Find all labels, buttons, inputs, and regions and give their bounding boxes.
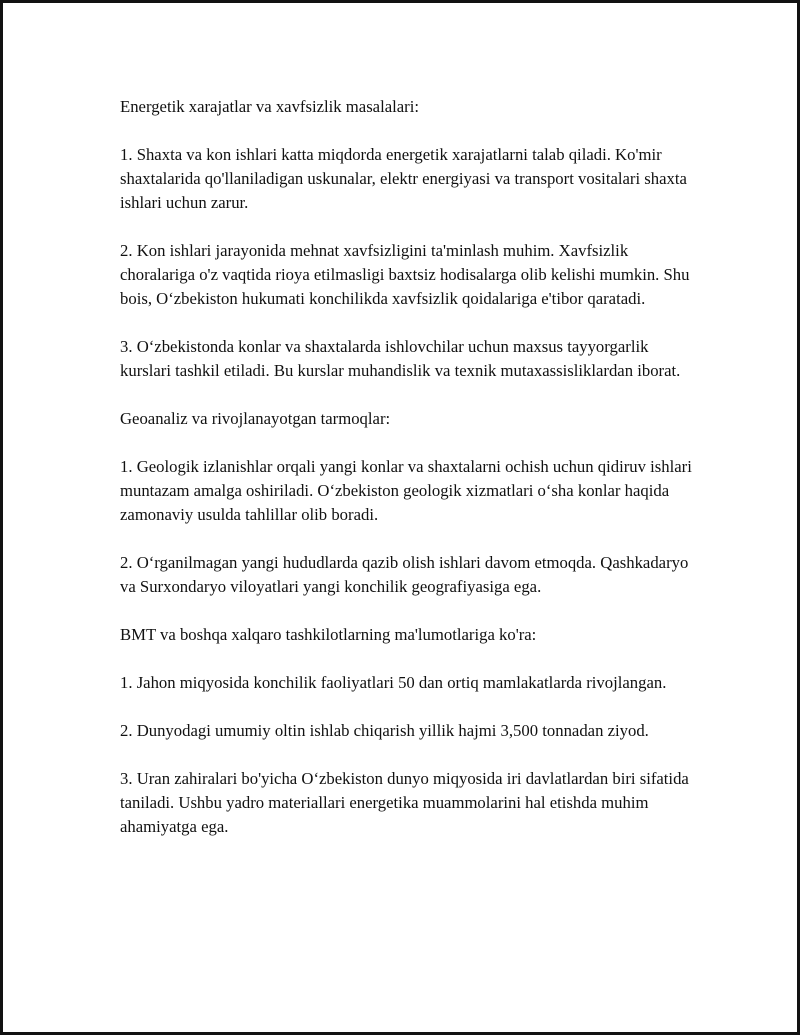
paragraph-geological-exploration: 1. Geologik izlanishlar orqali yangi konlar va shaxtalarni ochish uchun qidiruv ishlari muntazam amalga oshiriladi. O‘zbekiston geologik xizmatlari o‘sha konlar haqida zamonaviy usulda tahlillar olib boradi. (120, 457, 692, 524)
paragraph-uranium-reserves: 3. Uran zahiralari bo'yicha O‘zbekiston dunyo miqyosida iri davlatlardan biri sifatida taniladi. Ushbu yadro materiallari energetika muammolarini hal etishda muhim ahamiyatga ega. (120, 769, 689, 836)
paragraph-gold-production: 2. Dunyodagi umumiy oltin ishlab chiqarish yillik hajmi 3,500 tonnadan ziyod. (120, 721, 649, 740)
section-heading-geoanalysis: Geoanaliz va rivojlanayotgan tarmoqlar: (120, 409, 391, 428)
paragraph-global-mining: 1. Jahon miqyosida konchilik faoliyatlari 50 dan ortiq mamlakatlarda rivojlangan. (120, 673, 667, 692)
paragraph-new-regions: 2. O‘rganilmagan yangi hududlarda qazib olish ishlari davom etmoqda. Qashkadaryo va Surxondaryo viloyatlari yangi konchilik geografiyasiga ega. (120, 553, 689, 596)
section-heading-international-data: BMT va boshqa xalqaro tashkilotlarning ma'lumotlariga ko'ra: (120, 625, 537, 644)
paragraph-work-safety: 2. Kon ishlari jarayonida mehnat xavfsizligini ta'minlash muhim. Xavfsizlik choralariga o'z vaqtida rioya etilmasligi baxtsiz hodisalarga olib kelishi mumkin. Shu bois, O‘zbekiston hukumati konchilikda xavfsizlik qoidalariga e'tibor qaratadi. (120, 241, 690, 308)
document-body (120, 95, 695, 839)
paragraph-energy-costs: 1. Shaxta va kon ishlari katta miqdorda energetik xarajatlarni talab qiladi. Ko'mir shaxtalarida qo'llaniladigan uskunalar, elektr energiyasi va transport vositalari shaxta ishlari uchun zarur. (120, 145, 687, 212)
paragraph-training-courses: 3. O‘zbekistonda konlar va shaxtalarda ishlovchilar uchun maxsus tayyorgarlik kurslari tashkil etiladi. Bu kurslar muhandislik va texnik mutaxassisliklardan iborat. (120, 337, 681, 380)
section-heading-energy-safety: Energetik xarajatlar va xavfsizlik masalalari: (120, 97, 420, 116)
